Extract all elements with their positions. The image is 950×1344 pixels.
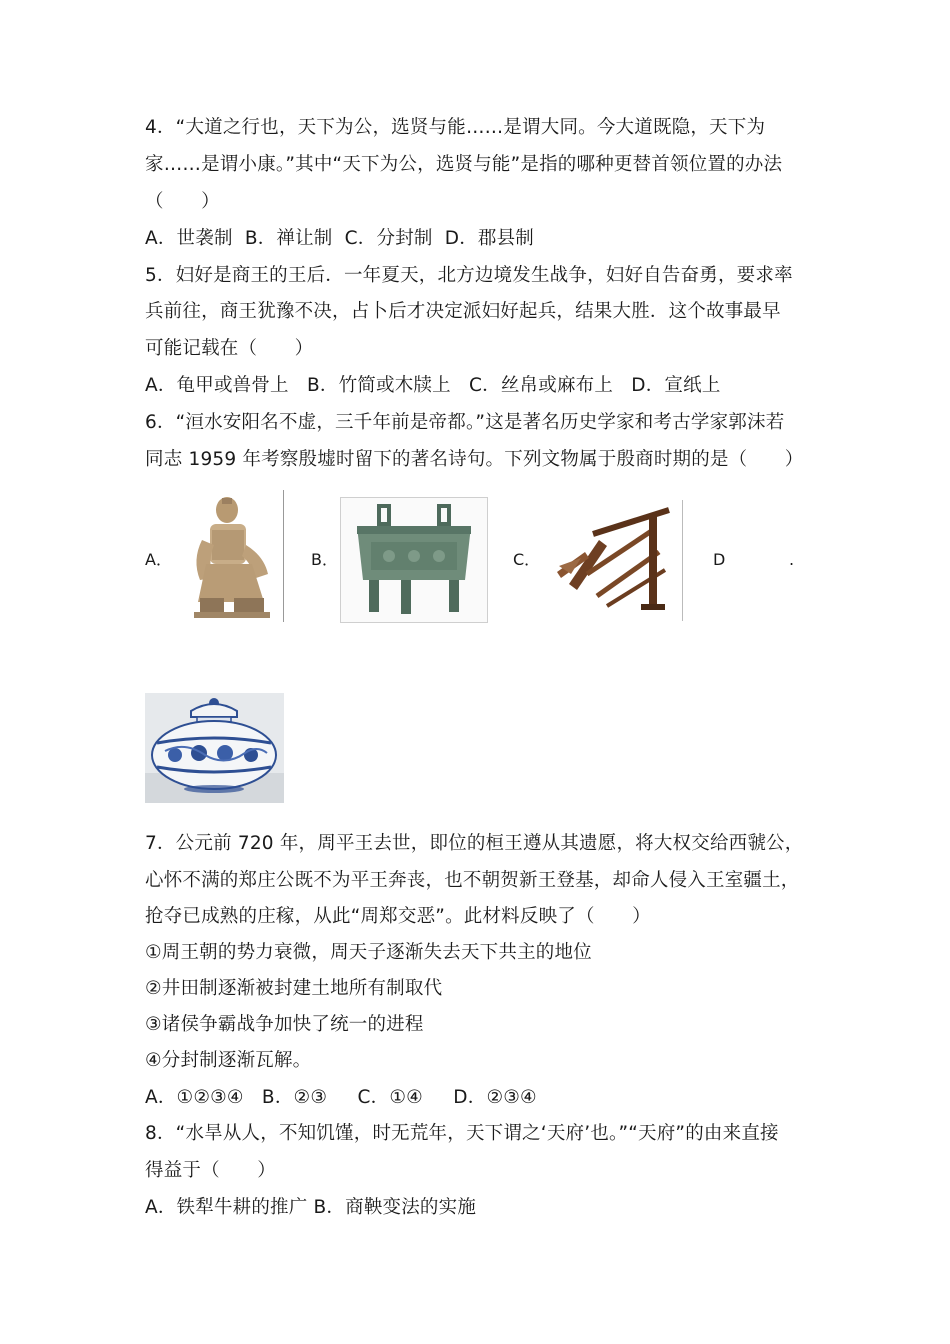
q7-stem-line1: 7．公元前 720 年，周平王去世，即位的桓王遵从其遗愿，将大权交给西虢公， xyxy=(145,833,804,854)
blue-white-porcelain-jar-image xyxy=(145,693,284,803)
q5-stem-line3: 可能记载在（ ） xyxy=(145,338,314,359)
q5-stem-line2: 兵前往，商王犹豫不决，占卜后才决定派妇好起兵，结果大胜．这个故事最早 xyxy=(145,301,781,322)
terracotta-warrior-image xyxy=(172,490,284,622)
q7-options: A．①②③④ B．②③ C．①④ D．②③④ xyxy=(145,1087,537,1108)
q6-option-c-label: C． xyxy=(513,550,541,569)
q8-stem-line2: 得益于（ ） xyxy=(145,1160,276,1181)
q4-stem-line2: 家……是谓小康。”其中“天下为公，选贤与能”是指的哪种更替首领位置的办法 xyxy=(145,154,783,175)
q6-option-d-label: D xyxy=(713,550,726,569)
q5-stem-line1: 5．妇好是商王的王后．一年夏天，北方边境发生战争，妇好自告奋勇，要求率 xyxy=(145,265,793,286)
q8-stem-line1: 8．“水旱从人，不知饥馑，时无荒年，天下谓之‘天府’也。”“天府”的由来直接 xyxy=(145,1123,779,1144)
q4-stem-line3: （ ） xyxy=(145,191,220,212)
q4-options: A．世袭制 B．禅让制 C．分封制 D．郡县制 xyxy=(145,228,534,249)
q7-item-4: ④分封制逐渐瓦解。 xyxy=(145,1050,312,1071)
q6-stem-line1: 6．“洹水安阳名不虚，三千年前是帝都。”这是著名历史学家和考古学家郭沫若 xyxy=(145,412,785,433)
q6-option-d-dot: . xyxy=(789,550,795,569)
q6-stem-line2: 同志 1959 年考察殷墟时留下的著名诗句。下列文物属于殷商时期的是（ ） xyxy=(145,449,804,470)
q8-options: A．铁犁牛耕的推广 B．商鞅变法的实施 xyxy=(145,1197,477,1218)
q6-option-b-label: B． xyxy=(311,550,338,569)
plough-tool-image xyxy=(541,500,683,621)
q7-stem-line2: 心怀不满的郑庄公既不为平王奔丧，也不朝贺新王登基，却命人侵入王室疆土， xyxy=(145,870,800,891)
q7-item-3: ③诸侯争霸战争加快了统一的进程 xyxy=(145,1014,424,1035)
bronze-ding-image xyxy=(340,497,488,623)
q7-stem-line3: 抢夺已成熟的庄稼，从此“周郑交恶”。此材料反映了（ ） xyxy=(145,906,651,927)
q6-option-a-label: A． xyxy=(145,550,172,569)
q7-item-2: ②井田制逐渐被封建土地所有制取代 xyxy=(145,978,443,999)
q4-stem-line1: 4．“大道之行也，天下为公，选贤与能……是谓大同。今大道既隐，天下为 xyxy=(145,117,766,138)
q5-options: A．龟甲或兽骨上 B．竹简或木牍上 C．丝帛或麻布上 D．宣纸上 xyxy=(145,375,721,396)
q7-item-1: ①周王朝的势力衰微，周天子逐渐失去天下共主的地位 xyxy=(145,942,592,963)
